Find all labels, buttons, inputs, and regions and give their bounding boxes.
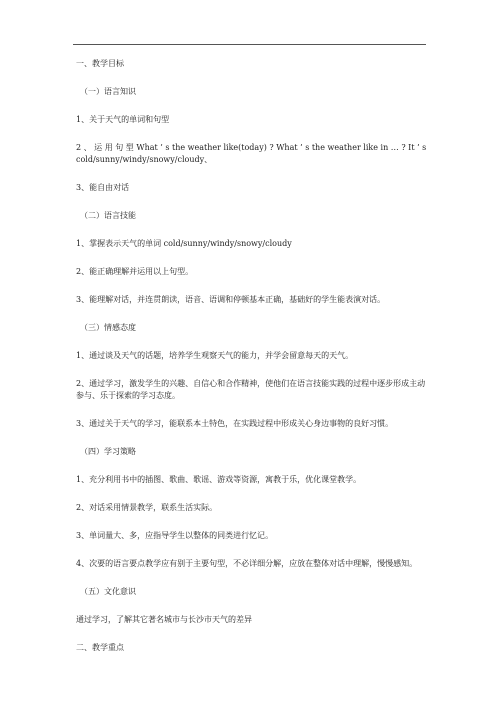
paragraph-skills-1: 1、掌握表示天气的单词 cold/sunny/windy/snowy/cloudy — [76, 239, 292, 248]
subheading-emotional-attitude: （三）情感态度 — [80, 323, 136, 332]
subheading-language-skills: （二）语言技能 — [80, 211, 136, 220]
subheading-language-knowledge: （一）语言知识 — [80, 87, 136, 96]
paragraph-knowledge-2: 2 、 运 用 句 型 What ’ s the weather like(today) ? What ’ s the weather like in … ? It ’ s cold/sunny/windy/snowy/cloudy、 — [76, 143, 427, 164]
paragraph-knowledge-1: 1、关于天气的单词和句型 — [76, 115, 170, 124]
paragraph-skills-2: 2、能正确理解并运用以上句型。 — [76, 267, 194, 276]
section-heading-teaching-goals: 一、教学目标 — [76, 59, 124, 68]
paragraph-skills-3: 3、能理解对话，并连贯朗读，语音、语调和停顿基本正确，基础好的学生能表演对话。 — [76, 295, 386, 304]
paragraph-attitude-2: 2、通过学习，激发学生的兴趣、自信心和合作精神，使他们在语言技能实践的过程中逐步形成主动参与、乐于探索的学习态度。 — [76, 379, 426, 400]
subheading-learning-strategy: （四）学习策略 — [80, 447, 136, 456]
subheading-cultural-awareness: （五）文化意识 — [80, 587, 136, 596]
paragraph-knowledge-3: 3、能自由对话 — [76, 183, 130, 192]
paragraph-attitude-1: 1、通过谈及天气的话题，培养学生观察天气的能力，并学会留意每天的天气。 — [76, 351, 354, 360]
paragraph-attitude-3: 3、通过关于天气的学习，能联系本土特色，在实践过程中形成关心身边事物的良好习惯。 — [76, 419, 394, 428]
header-rule — [73, 44, 426, 45]
document-body — [76, 58, 428, 668]
paragraph-strategy-1: 1、充分利用书中的插图、歌曲、歌谣、游戏等资源，寓教于乐，优化课堂教学。 — [76, 475, 362, 484]
paragraph-strategy-4: 4、次要的语言要点教学应有别于主要句型，不必详细分解，应放在整体对话中理解，慢慢感知。 — [76, 559, 418, 568]
section-heading-teaching-focus: 二、教学重点 — [76, 643, 124, 652]
paragraph-strategy-2: 2、对话采用情景教学，联系生活实际。 — [76, 503, 218, 512]
paragraph-culture-1: 通过学习，了解其它著名城市与长沙市天气的差异 — [76, 615, 252, 624]
paragraph-strategy-3: 3、单词量大、多，应指导学生以整体的同类进行忆记。 — [76, 531, 274, 540]
